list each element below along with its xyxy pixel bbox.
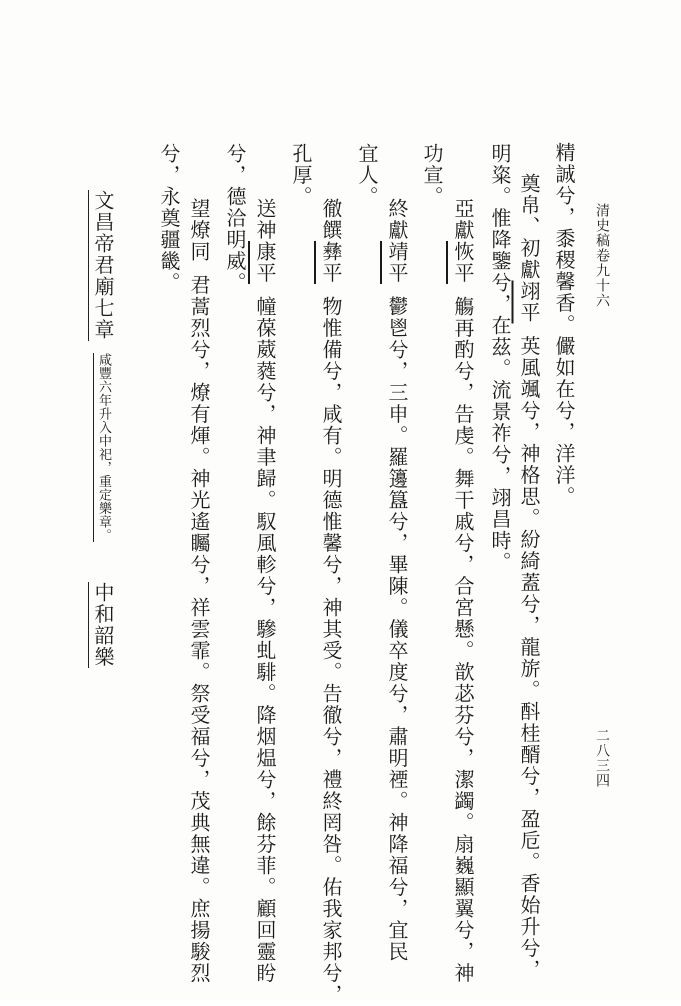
song-mode: 彝平	[319, 241, 343, 284]
song-mode: 康平	[253, 241, 277, 284]
verse-line: 明粢。惟降鑒兮，在茲。流景祚兮，翊昌時。	[488, 143, 512, 573]
verse-line: 物惟備兮，咸有。明德惟馨兮，神其受。告徹兮，禮終罔咎。佑我家邦兮，	[319, 296, 343, 1006]
verse-line: 精誠兮，黍稷馨香。儼如在兮，洋洋。	[552, 142, 576, 508]
verse-line: 兮，永奠疆畿。	[157, 143, 181, 294]
verse-line: 功宣。	[420, 143, 444, 208]
song-title: 徹饌	[319, 198, 343, 241]
section-note: 咸豐六年升入中祀，重定樂章。	[93, 353, 111, 542]
music-label: 中和韶樂	[88, 582, 115, 668]
song-heading	[450, 198, 476, 984]
section-title: 文昌帝君廟七章	[88, 190, 115, 341]
verse-line: 英風颯兮，神格思。紛綺蓋兮，龍旂。酙桂醑兮，盈卮。香始升兮，	[517, 335, 541, 981]
song-heading	[186, 198, 212, 984]
verse-line: 君蒿烈兮，燎有煇。神光遙矚兮，祥雲霏。祭受福兮，茂典無違。庶揚駿烈	[187, 274, 211, 984]
section-heading	[90, 190, 116, 668]
song-heading	[384, 198, 410, 963]
verse-line: 鬱鬯兮，三申。羅籩簋兮，畢陳。儀卒度兮，肅明禋。神降福兮，宜民	[385, 296, 409, 963]
verse-line: 兮，德洽明威。	[223, 143, 247, 294]
song-title: 亞獻	[451, 198, 475, 241]
book-title: 清史稿卷九十六	[594, 203, 610, 308]
song-heading	[318, 198, 344, 1006]
verse-line: 孔厚。	[289, 143, 313, 208]
song-title: 送神	[253, 198, 277, 241]
page-number: 二八三四	[594, 728, 610, 788]
song-mode: 恢平	[451, 241, 475, 284]
song-mode: 靖平	[385, 241, 409, 284]
song-title: 終獻	[385, 198, 409, 241]
song-mode: 同	[187, 241, 211, 263]
song-heading	[516, 173, 542, 981]
verse-line: 幢葆葳蕤兮，神聿歸。馭風軫兮，驂虬騑。降烟煴兮，餘芬菲。顧回靈盻	[253, 296, 277, 984]
song-heading	[252, 198, 278, 984]
song-title: 奠帛、初獻	[517, 173, 541, 281]
song-mode: 翊平	[517, 280, 541, 324]
verse-line: 觴再酌兮，告虔。舞干戚兮，合宮懸。歆苾芬兮，潔蠲。扇巍顯翼兮，神	[451, 296, 475, 984]
verse-line: 宜人。	[355, 143, 379, 208]
song-title: 望燎	[187, 198, 211, 241]
